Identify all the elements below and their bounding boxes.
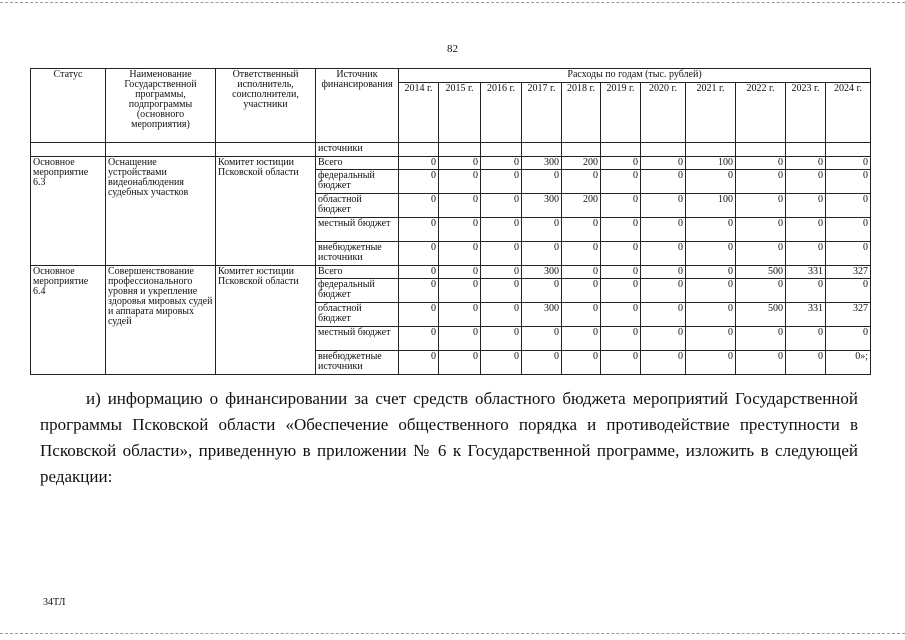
source-cell: внебюджетные источники (316, 242, 399, 266)
header-year: 2023 г. (786, 83, 826, 143)
cell-empty (106, 143, 216, 157)
value-cell: 0 (601, 303, 641, 327)
source-cell: федеральный бюджет (316, 279, 399, 303)
value-cell: 0 (481, 218, 522, 242)
header-status: Статус (31, 69, 106, 143)
source-cell: областной бюджет (316, 303, 399, 327)
value-cell: 0 (439, 170, 481, 194)
cell-empty (786, 143, 826, 157)
value-cell: 0»; (826, 351, 871, 375)
header-year: 2022 г. (736, 83, 786, 143)
value-cell: 0 (786, 170, 826, 194)
status-cell: Основное мероприятие 6.3 (31, 157, 106, 266)
value-cell: 0 (786, 351, 826, 375)
value-cell: 0 (601, 327, 641, 351)
value-cell: 0 (481, 279, 522, 303)
value-cell: 0 (562, 266, 601, 279)
header-year: 2024 г. (826, 83, 871, 143)
value-cell: 0 (736, 157, 786, 170)
value-cell: 0 (399, 242, 439, 266)
value-cell: 0 (601, 157, 641, 170)
value-cell: 0 (439, 218, 481, 242)
value-cell: 327 (826, 266, 871, 279)
cell-empty (481, 143, 522, 157)
table-row (31, 143, 871, 157)
value-cell: 0 (826, 242, 871, 266)
value-cell: 0 (641, 242, 686, 266)
value-cell: 300 (522, 303, 562, 327)
value-cell: 327 (826, 303, 871, 327)
value-cell: 0 (562, 279, 601, 303)
header-year: 2018 г. (562, 83, 601, 143)
value-cell: 0 (686, 327, 736, 351)
value-cell: 0 (601, 194, 641, 218)
cell-empty (562, 143, 601, 157)
table-row (31, 266, 871, 279)
value-cell: 0 (786, 218, 826, 242)
cell-empty (736, 143, 786, 157)
source-cell: источники (316, 143, 399, 157)
value-cell: 300 (522, 194, 562, 218)
value-cell: 0 (786, 327, 826, 351)
value-cell: 100 (686, 194, 736, 218)
value-cell: 300 (522, 266, 562, 279)
source-cell: Всего (316, 266, 399, 279)
source-cell: областной бюджет (316, 194, 399, 218)
table-header (31, 69, 871, 143)
value-cell: 0 (641, 327, 686, 351)
financing-table (30, 68, 871, 375)
value-cell: 0 (641, 303, 686, 327)
value-cell: 0 (562, 303, 601, 327)
source-cell: местный бюджет (316, 327, 399, 351)
value-cell: 0 (736, 218, 786, 242)
name-cell: Оснащение устройствами видеонаблюдения судебных участков (106, 157, 216, 266)
footer-code: 34ТЛ (43, 597, 66, 608)
value-cell: 0 (826, 279, 871, 303)
source-cell: федеральный бюджет (316, 170, 399, 194)
cell-empty (522, 143, 562, 157)
value-cell: 0 (439, 194, 481, 218)
value-cell: 0 (736, 279, 786, 303)
value-cell: 0 (481, 303, 522, 327)
value-cell: 0 (641, 170, 686, 194)
value-cell: 0 (641, 266, 686, 279)
value-cell: 0 (439, 303, 481, 327)
value-cell: 0 (786, 194, 826, 218)
value-cell: 0 (686, 279, 736, 303)
value-cell: 0 (826, 157, 871, 170)
source-cell: местный бюджет (316, 218, 399, 242)
value-cell: 500 (736, 303, 786, 327)
value-cell: 0 (641, 194, 686, 218)
value-cell: 0 (399, 351, 439, 375)
value-cell: 0 (439, 327, 481, 351)
responsible-cell: Комитет юстиции Псковской области (216, 266, 316, 375)
value-cell: 0 (826, 170, 871, 194)
value-cell: 0 (399, 327, 439, 351)
value-cell: 0 (686, 303, 736, 327)
value-cell: 0 (399, 218, 439, 242)
value-cell: 0 (399, 266, 439, 279)
value-cell: 0 (786, 242, 826, 266)
value-cell: 0 (481, 157, 522, 170)
cell-empty (216, 143, 316, 157)
table-row (31, 157, 871, 170)
value-cell: 0 (562, 351, 601, 375)
value-cell: 0 (601, 266, 641, 279)
value-cell: 0 (686, 351, 736, 375)
value-cell: 0 (562, 327, 601, 351)
amendment-paragraph: и) информацию о финансировании за счет средств областного бюджета мероприятий Государственной программы Псковской области «Обеспечение общественного порядка и противодействие преступности в Псковской области», приведенную в приложении № 6 к Государственной программе, изложить в следующей редакции: (40, 389, 858, 486)
header-name: Наименование Государственной программы, подпрограммы (основного мероприятия) (106, 69, 216, 143)
value-cell: 0 (399, 303, 439, 327)
value-cell: 0 (641, 218, 686, 242)
header-year: 2017 г. (522, 83, 562, 143)
value-cell: 0 (481, 327, 522, 351)
responsible-cell: Комитет юстиции Псковской области (216, 157, 316, 266)
value-cell: 200 (562, 157, 601, 170)
value-cell: 0 (686, 242, 736, 266)
header-source: Источник финансирования (316, 69, 399, 143)
value-cell: 0 (686, 170, 736, 194)
source-cell: Всего (316, 157, 399, 170)
value-cell: 0 (481, 242, 522, 266)
value-cell: 0 (439, 279, 481, 303)
value-cell: 0 (522, 279, 562, 303)
value-cell: 0 (641, 157, 686, 170)
value-cell: 0 (686, 266, 736, 279)
header-year: 2019 г. (601, 83, 641, 143)
value-cell: 0 (826, 218, 871, 242)
value-cell: 0 (736, 327, 786, 351)
value-cell: 0 (439, 242, 481, 266)
value-cell: 0 (641, 279, 686, 303)
cell-empty (826, 143, 871, 157)
value-cell: 0 (522, 242, 562, 266)
value-cell: 0 (481, 351, 522, 375)
value-cell: 0 (601, 170, 641, 194)
value-cell: 0 (562, 170, 601, 194)
value-cell: 0 (399, 279, 439, 303)
page-number: 82 (447, 43, 458, 55)
value-cell: 0 (481, 266, 522, 279)
value-cell: 0 (399, 170, 439, 194)
value-cell: 0 (439, 157, 481, 170)
value-cell: 0 (522, 218, 562, 242)
name-cell: Совершенствование профессионального уровня и укрепление здоровья мировых судей и аппарата мировых судей (106, 266, 216, 375)
value-cell: 0 (641, 351, 686, 375)
value-cell: 0 (439, 266, 481, 279)
cell-empty (601, 143, 641, 157)
value-cell: 100 (686, 157, 736, 170)
cell-empty (686, 143, 736, 157)
value-cell: 0 (399, 157, 439, 170)
value-cell: 0 (686, 218, 736, 242)
value-cell: 0 (562, 218, 601, 242)
value-cell: 0 (522, 170, 562, 194)
value-cell: 200 (562, 194, 601, 218)
value-cell: 0 (481, 194, 522, 218)
value-cell: 0 (439, 351, 481, 375)
value-cell: 0 (736, 242, 786, 266)
value-cell: 0 (736, 170, 786, 194)
value-cell: 0 (562, 242, 601, 266)
cell-empty (641, 143, 686, 157)
cell-empty (439, 143, 481, 157)
value-cell: 0 (522, 351, 562, 375)
value-cell: 0 (786, 279, 826, 303)
header-responsible: Ответственный исполнитель, соисполнители, участники (216, 69, 316, 143)
value-cell: 0 (601, 351, 641, 375)
value-cell: 331 (786, 266, 826, 279)
value-cell: 0 (601, 218, 641, 242)
header-year: 2016 г. (481, 83, 522, 143)
scan-edge-bottom (0, 633, 905, 634)
status-cell: Основное мероприятие 6.4 (31, 266, 106, 375)
value-cell: 500 (736, 266, 786, 279)
value-cell: 0 (601, 279, 641, 303)
cell-empty (399, 143, 439, 157)
cell-empty (31, 143, 106, 157)
value-cell: 0 (601, 242, 641, 266)
header-year: 2021 г. (686, 83, 736, 143)
value-cell: 0 (826, 327, 871, 351)
value-cell: 0 (826, 194, 871, 218)
header-year: 2015 г. (439, 83, 481, 143)
value-cell: 300 (522, 157, 562, 170)
header-expenses: Расходы по годам (тыс. рублей) (399, 69, 871, 83)
value-cell: 331 (786, 303, 826, 327)
header-year: 2020 г. (641, 83, 686, 143)
header-year: 2014 г. (399, 83, 439, 143)
value-cell: 0 (786, 157, 826, 170)
value-cell: 0 (399, 194, 439, 218)
value-cell: 0 (736, 194, 786, 218)
source-cell: внебюджетные источники (316, 351, 399, 375)
value-cell: 0 (522, 327, 562, 351)
value-cell: 0 (481, 170, 522, 194)
value-cell: 0 (736, 351, 786, 375)
scan-edge-top (0, 2, 905, 3)
